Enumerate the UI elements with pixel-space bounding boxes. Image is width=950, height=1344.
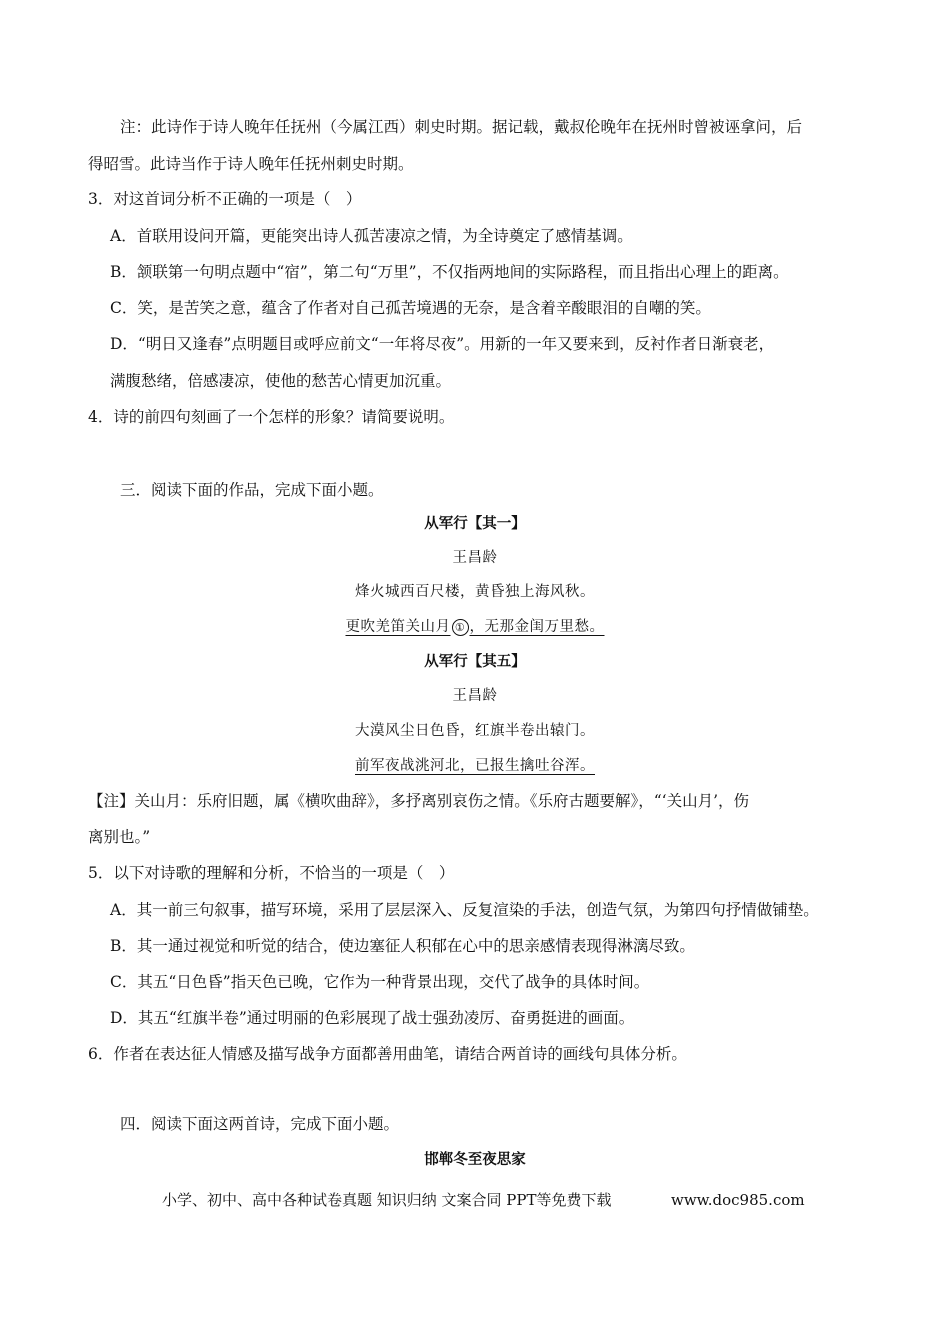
annotation-line-2: 离别也。” — [88, 828, 151, 846]
question-5-option-a: A．其一前三句叙事，描写环境，采用了层层深入、反复渲染的手法，创造气氛，为第四句抒情做铺垫。 — [110, 901, 819, 919]
section-3-heading: 三．阅读下面的作品，完成下面小题。 — [120, 481, 384, 499]
question-3-option-d-line-1: D．“明日又逢春”点明题目或呼应前文“一年将尽夜”。用新的一年又要来到，反衬作者日渐衰老， — [110, 335, 775, 353]
poem-2-author: 王昌龄 — [452, 688, 498, 704]
question-6-stem: 6．作者在表达征人情感及描写战争方面都善用曲笔，请结合两首诗的画线句具体分析。 — [88, 1045, 687, 1063]
section-4-poem-title: 邯郸冬至夜思家 — [424, 1151, 526, 1168]
poem-2-title: 从军行【其五】 — [424, 653, 526, 670]
poem-1-author: 王昌龄 — [452, 550, 498, 566]
question-4-stem: 4．诗的前四句刻画了一个怎样的形象？请简要说明。 — [88, 408, 455, 426]
question-5-stem: 5．以下对诗歌的理解和分析，不恰当的一项是（ ） — [88, 864, 455, 882]
question-5-option-b: B．其一通过视觉和听觉的结合，使边塞征人积郁在心中的思亲感情表现得淋漓尽致。 — [110, 937, 695, 955]
footnote-marker: ① — [452, 619, 469, 636]
poem-1-line-2 — [0, 617, 950, 637]
question-5-option-d: D．其五“红旗半卷”通过明丽的色彩展现了战士强劲凌厉、奋勇挺进的画面。 — [110, 1009, 635, 1027]
question-3-option-d-line-2: 满腹愁绪，倍感凄凉，使他的愁苦心情更加沉重。 — [110, 372, 452, 390]
poem-1-line-2-part-b: ，无那金闺万里愁。 — [469, 619, 605, 635]
note-line-2: 得昭雪。此诗当作于诗人晚年任抚州刺史时期。 — [88, 155, 414, 173]
poem-1-title: 从军行【其一】 — [424, 515, 526, 532]
section-4-heading: 四．阅读下面这两首诗，完成下面小题。 — [120, 1115, 400, 1133]
poem-1-line-2-part-a: 更吹羌笛关山月 — [345, 619, 451, 635]
poem-2-line-2 — [0, 756, 950, 776]
footer-website-link[interactable]: www.doc985.com — [671, 1191, 805, 1209]
question-5-option-c: C．其五“日色昏”指天色已晚，它作为一种背景出现，交代了战争的具体时间。 — [110, 973, 650, 991]
question-3-option-a: A．首联用设问开篇，更能突出诗人孤苦凄凉之情，为全诗奠定了感情基调。 — [110, 227, 633, 245]
annotation-line-1: 【注】关山月：乐府旧题，属《横吹曲辞》，多抒离别哀伤之情。《乐府古题要解》，“‘关山月’，伤 — [88, 792, 750, 810]
question-3-option-b: B．颔联第一句明点题中“宿”，第二句“万里”，不仅指两地间的实际路程，而且指出心理上的距离。 — [110, 263, 789, 281]
question-3-stem: 3．对这首词分析不正确的一项是（ ） — [88, 190, 362, 208]
poem-2-line-1: 大漠风尘日色昏，红旗半卷出辕门。 — [355, 723, 595, 739]
question-3-option-c: C．笑，是苦笑之意，蕴含了作者对自己孤苦境遇的无奈，是含着辛酸眼泪的自嘲的笑。 — [110, 299, 711, 317]
poem-1-line-1: 烽火城西百尺楼，黄昏独上海风秋。 — [355, 584, 595, 600]
poem-2-line-2-text: 前军夜战洮河北，已报生擒吐谷浑。 — [355, 758, 595, 774]
footer-text: 小学、初中、高中各种试卷真题 知识归纳 文案合同 PPT等免费下载 — [162, 1191, 612, 1209]
note-line-1: 注：此诗作于诗人晚年任抚州（今属江西）刺史时期。据记载，戴叔伦晚年在抚州时曾被诬拿问，后 — [120, 118, 803, 136]
